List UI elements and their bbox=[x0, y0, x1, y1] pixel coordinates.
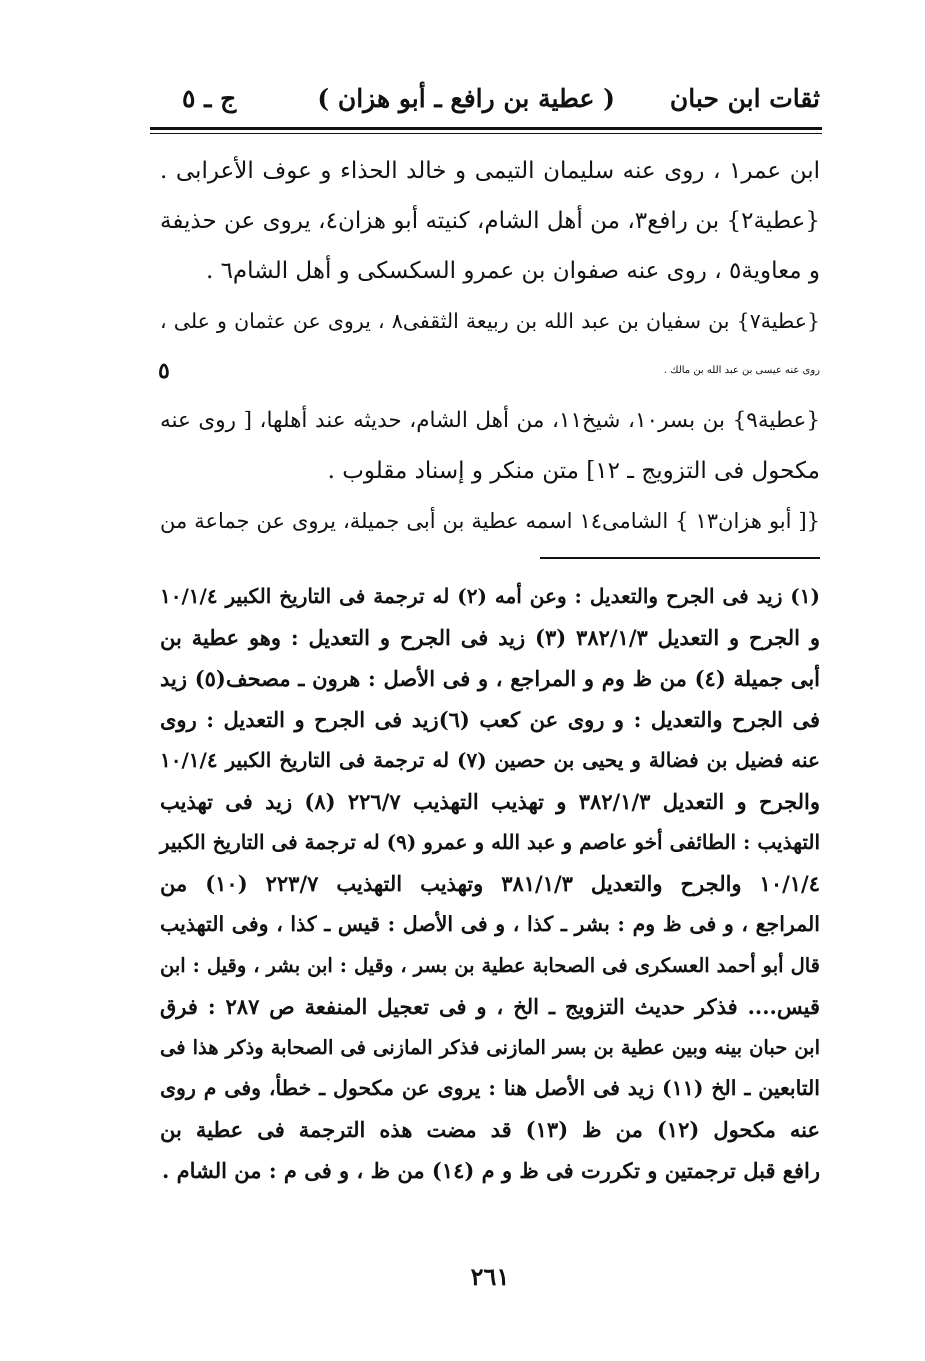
text-line: {عطية٩} بن بسر١٠، شيخ١١، من أهل الشام، حديثه عند أهلها، [ روى عنه bbox=[160, 408, 821, 433]
text-line-with-margin bbox=[160, 346, 820, 396]
text-line: و معاوية٥ ، روى عنه صفوان بن عمرو السكسكى و أهل الشام٦ . bbox=[205, 258, 820, 284]
footnote-line: ابن حبان بينه وبين عطية بن بسر المازنى فذكر المازنى فى الصحابة وذكر هذا فى bbox=[160, 1036, 820, 1059]
entry-range: ( عطية بن رافع ـ أبو هزان ) bbox=[317, 84, 615, 113]
footnote-line: قيس.... فذكر حديث التزويج ـ الخ ، و فى تعجيل المنفعة ص ٢٨٧ : فرق bbox=[160, 994, 820, 1019]
book-title: ثقات ابن حبان bbox=[669, 84, 820, 113]
footnote-line: قال أبو أحمد العسكرى فى الصحابة عطية بن بسر ، وقيل : ابن بشر ، وقيل : ابن bbox=[160, 954, 820, 977]
text-line: ابن عمر١ ، روى عنه سليمان التيمى و خالد الحذاء و عوف الأعرابى . bbox=[160, 158, 820, 184]
footnote-line: فى الجرح والتعديل : و روى عن كعب (٦)زيد فى الجرح و التعديل : روى bbox=[160, 707, 820, 732]
running-header bbox=[152, 82, 820, 124]
footnote-separator bbox=[540, 557, 820, 559]
footnotes bbox=[160, 576, 820, 1191]
footnote-line: رافع قبل ترجمتين و تكررت فى ظ و م (١٤) من ظ ، و فى م : من الشام . bbox=[161, 1158, 820, 1183]
footnote-line: أبى جميلة (٤) من ظ وم و المراجع ، و فى الأصل : هرون ـ مصحف(٥) زيد bbox=[160, 666, 820, 691]
footnote-line: عنه مكحول (١٢) من ظ (١٣) قد مضت هذه الترجمة فى عطية بن bbox=[160, 1117, 820, 1142]
text-line: روى عنه عيسى بن عبد الله بن مالك . bbox=[663, 365, 820, 376]
volume-number: ج ـ ٥ bbox=[182, 84, 237, 113]
text-line: {عطية٢} بن رافع٣، من أهل الشام، كنيته أبو هزان٤، يروى عن حذيفة bbox=[160, 208, 820, 234]
footnote-line: ١٠/١/٤ والجرح والتعديل ٣٨١/١/٣ وتهذيب التهذيب ٢٢٣/٧ (١٠) من bbox=[160, 871, 821, 896]
header-rule-thin bbox=[150, 133, 822, 134]
text-line: مكحول فى التزويج ـ ١٢] متن منكر و إسناد مقلوب . bbox=[327, 458, 820, 484]
text-line: {عطية٧} بن سفيان بن عبد الله بن ربيعة الثقفى٨ ، يروى عن عثمان و على ، bbox=[160, 309, 820, 333]
footnote-line: والجرح و التعديل ٣٨٢/١/٣ و تهذيب التهذيب ٢٢٦/٧ (٨) زيد فى تهذيب bbox=[160, 789, 821, 814]
footnote-line: (١) زيد فى الجرح والتعديل : وعن أمه (٢) له ترجمة فى التاريخ الكبير ١٠/١/٤ bbox=[160, 584, 820, 608]
footnote-line: التهذيب : الطائفى أخو عاصم و عبد الله و عمرو (٩) له ترجمة فى التاريخ الكبير bbox=[159, 830, 820, 854]
footnote-line: التابعين ـ الخ (١١) زيد فى الأصل هنا : يروى عن مكحول ـ خطأ، وفى م روى bbox=[160, 1076, 820, 1100]
footnote-line: المراجع ، و فى ظ وم : بشر ـ كذا ، و فى الأصل : قيس ـ كذا ، وفى التهذيب bbox=[160, 912, 820, 936]
main-text bbox=[160, 146, 820, 546]
text-line: {[ أبو هزان١٣ } الشامى١٤ اسمه عطية بن أبى جميلة، يروى عن جماعة من bbox=[160, 509, 820, 533]
footnote-line: و الجرح و التعديل ٣٨٢/١/٣ (٣) زيد فى الجرح و التعديل : وهو عطية بن bbox=[160, 625, 820, 650]
page-number: ٢٦١ bbox=[470, 1262, 510, 1291]
header-rule-thick bbox=[150, 127, 822, 130]
footnote-line: عنه فضيل بن فضالة و يحيى بن حصين (٧) له ترجمة فى التاريخ الكبير ١٠/١/٤ bbox=[160, 748, 820, 772]
margin-line-number: ٥ bbox=[158, 358, 170, 384]
